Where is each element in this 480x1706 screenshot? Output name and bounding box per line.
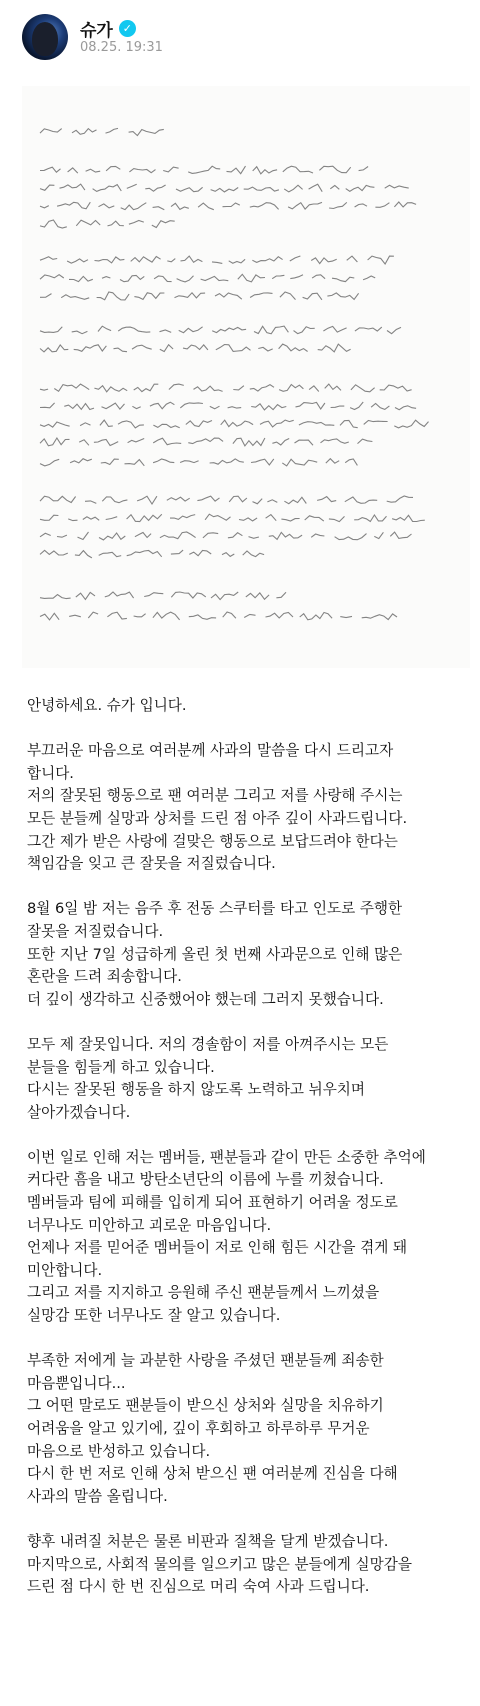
- text-line: 합니다.: [27, 764, 74, 782]
- handwriting-line: [40, 459, 357, 466]
- handwriting-line: [40, 384, 412, 392]
- paragraph: [27, 898, 467, 1011]
- text-line: 어려움을 알고 있기에, 깊이 후회하고 하루하루 무거운: [27, 1420, 370, 1437]
- text-line: 저의 잘못된 행동으로 팬 여러분 그리고 저를 사랑해 주시는: [27, 787, 403, 805]
- post-timestamp: 08.25. 19:31: [80, 40, 163, 55]
- text-line: 실망감 또한 너무나도 잘 알고 있습니다.: [27, 1307, 281, 1325]
- handwriting-line: [40, 550, 264, 558]
- text-line: 너무나도 미안하고 괴로운 마음입니다.: [27, 1216, 272, 1234]
- text-line: 분들을 힘들게 하고 있습니다.: [27, 1058, 215, 1076]
- text-line: 책임감을 잊고 큰 잘못을 저질렀습니다.: [27, 855, 276, 873]
- handwriting-line: [40, 420, 429, 428]
- text-line: 마음뿐입니다...: [27, 1374, 126, 1392]
- text-line: 멤버들과 팀에 피해를 입히게 되어 표현하기 어려울 정도로: [27, 1194, 398, 1212]
- author-row: [80, 16, 136, 41]
- handwriting-line: [40, 496, 413, 504]
- handwriting-line: [40, 514, 425, 521]
- text-line: 안녕하세요. 슈가 입니다.: [27, 697, 187, 714]
- paragraph: [27, 1034, 467, 1124]
- paragraph: [27, 1147, 467, 1328]
- paragraph: [27, 1531, 467, 1599]
- handwriting-line: [40, 592, 286, 600]
- handwriting-line: [40, 256, 394, 264]
- verified-badge-icon: ✓: [119, 20, 136, 37]
- handwriting-line: [40, 344, 351, 352]
- handwriting-line: [40, 202, 416, 210]
- handwritten-letter-image[interactable]: [22, 86, 470, 668]
- handwriting-line: [40, 220, 175, 228]
- text-line: 8월 6일 밤 저는 음주 후 전동 스쿠터를 타고 인도로 주행한: [27, 900, 403, 918]
- handwriting-line: [40, 292, 359, 300]
- text-line: 향후 내려질 처분은 물론 비판과 질책을 달게 받겠습니다.: [27, 1532, 389, 1550]
- author-name[interactable]: 슈가: [80, 21, 113, 41]
- text-line: 그간 제가 받은 사랑에 걸맞은 행동으로 보답드려야 한다는: [27, 832, 398, 850]
- handwriting-line: [40, 166, 368, 174]
- text-line: 마음으로 반성하고 있습니다.: [27, 1442, 211, 1460]
- paragraph: [27, 740, 467, 876]
- text-line: 살아가겠습니다.: [27, 1103, 131, 1121]
- text-line: 드린 점 다시 한 번 진심으로 머리 숙여 사과 드립니다.: [27, 1578, 370, 1596]
- handwriting-line: [40, 438, 372, 446]
- text-line: 다시 한 번 저로 인해 상처 받으신 팬 여러분께 진심을 다해: [27, 1465, 398, 1483]
- paragraph: [27, 695, 467, 718]
- text-line: 또한 지난 7일 성급하게 올린 첫 번째 사과문으로 인해 많은: [27, 945, 403, 963]
- handwriting-line: [40, 532, 412, 540]
- text-line: 잘못을 저질렀습니다.: [27, 922, 164, 940]
- handwriting-line: [40, 612, 397, 620]
- text-line: 부끄러운 마음으로 여러분께 사과의 말씀을 다시 드리고자: [27, 742, 394, 760]
- text-line: 언제나 저를 믿어준 멤버들이 저로 인해 힘든 시간을 겪게 돼: [27, 1239, 408, 1257]
- handwriting-line: [40, 128, 164, 135]
- handwriting-line: [40, 402, 416, 410]
- handwriting-line: [40, 326, 401, 334]
- text-line: 혼란을 드려 죄송합니다.: [27, 968, 182, 986]
- text-line: 다시는 잘못된 행동을 하지 않도록 노력하고 뉘우치며: [27, 1081, 365, 1099]
- post-header: [22, 14, 462, 60]
- text-line: 커다란 흠을 내고 방탄소년단의 이름에 누를 끼쳤습니다.: [27, 1171, 384, 1189]
- text-line: 그리고 저를 지지하고 응원해 주신 팬분들께서 느끼셨을: [27, 1284, 380, 1302]
- text-line: 그 어떤 말로도 팬분들이 받으신 상처와 실망을 치유하기: [27, 1397, 384, 1415]
- text-line: 모두 제 잘못입니다. 저의 경솔함이 저를 아껴주시는 모든: [27, 1035, 389, 1053]
- text-line: 모든 분들께 실망과 상처를 드린 점 아주 깊이 사과드립니다.: [27, 809, 408, 827]
- handwriting-line: [40, 274, 375, 282]
- avatar[interactable]: [22, 14, 68, 60]
- text-line: 마지막으로, 사회적 물의를 일으키고 많은 분들에게 실망감을: [27, 1555, 412, 1573]
- post-text: [27, 695, 467, 1621]
- text-line: 더 깊이 생각하고 신중했어야 했는데 그러지 못했습니다.: [27, 990, 384, 1008]
- handwriting-line: [40, 184, 409, 192]
- text-line: 미안합니다.: [27, 1261, 103, 1279]
- text-line: 이번 일로 인해 저는 멤버들, 팬분들과 같이 만든 소중한 추억에: [27, 1148, 426, 1166]
- paragraph: [27, 1350, 467, 1508]
- text-line: 부족한 저에게 늘 과분한 사랑을 주셨던 팬분들께 죄송한: [27, 1352, 384, 1370]
- text-line: 사과의 말씀 올립니다.: [27, 1487, 168, 1505]
